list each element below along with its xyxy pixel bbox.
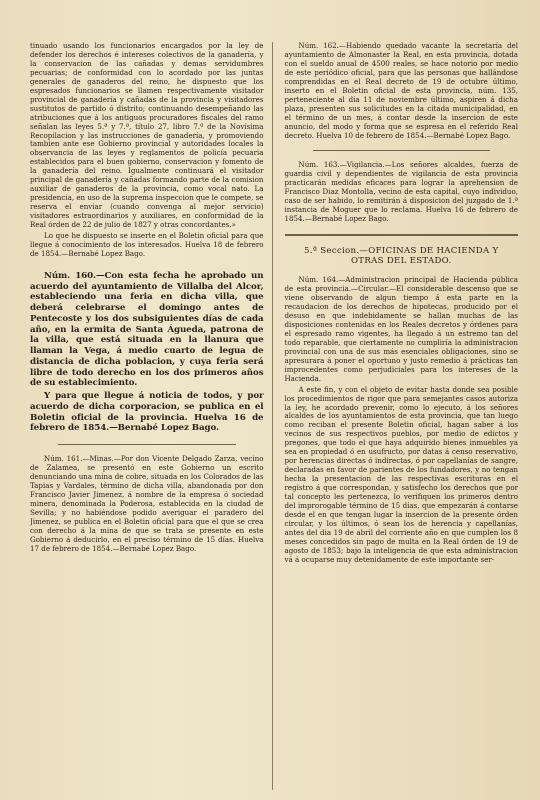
- continued-paragraph: tinuado usando los funcionarios encargados por la ley de defender los derechos é intereses colectivos de la ganadería, y la conservacion de las cañadas y demas servidumbres pecuarias; de conformidad con lo acordado por las juntas generales de ganaderos del reino, he dispuesto que los espresados funcionarios se llamen respectivamente visitador provincial de ganadería y cañadas de la provincia y visitadores sustitutos de partido ó distrito; continuando desempeñando las atribuciones que á los antiguos procuradores fiscales del ramo señalan las leyes 5.ª y 7.ª, título 27, libro 7.º de la Novísima Recopilacion y las instrucciones de ganadería, y promoviendo tambien ante ese Gobierno provincial y autoridades locales la observancia de las leyes y reglamentos de policía pecuaria establecidos para el buen gobierno, conservacion y fomento de la ganadería del reino. Igualmente continuará el visitador principal de ganadería y cañadas formando parte de la comision auxiliar de ganaderos de la provincia, como vocal nato. La presidencia, en uso de la suprema inspeccion que le compete, se reserva el enviar (cuando convenga al mejor servicio) visitadores estraordinarios y auxiliares, en conformidad de la Real órden de 22 de julio de 1827 y otras concordantes.»: [30, 42, 264, 230]
- publication-order-paragraph: Lo que he dispuesto se inserte en el Boletin oficial para que llegue á conocimiento de los interesados. Huelva 18 de febrero de 1854.—Bernabé Lopez Bago.: [30, 231, 264, 258]
- notice-164: Núm. 164.—Administracion principal de Hacienda pública de esta provincia.—Circular.—El considerable descenso que se viene observando de algun tiempo á esta parte en la recaudacion de los derechos de hipotecas, producido por el desuso en que indebidamente se hallan muchas de las disposiciones contenidas en los Reales decretos y órdenes para el espresado ramo vigentes, ha llegado á un estremo tan del todo reparable, que ciertamente no cumpliría la administracion provincial con una de sus más esenciales obligaciones, sino se apresurara á poner el oportuno y justo remedio á prácticas tan improcedentes como perjudiciales para los intereses de la Hacienda.: [284, 275, 518, 383]
- left-column: [30, 42, 273, 790]
- two-column-layout: [30, 42, 518, 790]
- right-column: [283, 42, 519, 790]
- notice-162: Núm. 162.—Habiendo quedado vacante la secretaría del ayuntamiento de Almonaster la Real, en esta provincia, dotada con el sueldo anual de 4500 reales, se hace notorio por medio de este periódico oficial, para que las personas que hallándose comprendidas en el Real decreto de 19 de octubre último, inserto en el Boletin oficial de esta provincia, núm. 135, perteneciente al dia 11 de noviembre último, aspiren á dicha plaza, presenten sus solicitudes en la citada municipalidad, en el término de un mes, á contar desde la insercion de este anuncio, del modo y forma que se espresa en el referido Real decreto. Huelva 10 de febrero de 1854.—Bernabé Lopez Bago.: [284, 42, 518, 140]
- section-heading-line-2: OTRAS DEL ESTADO.: [350, 256, 452, 267]
- notice-160-body: Núm. 160.—Con esta fecha he aprobado un acuerdo del ayuntamiento de Villalba del Alcor, estableciendo una feria en dicha villa, que deberá celebrarse el domingo antes de Pentecoste y los dos subsiguientes días de cada año, en la ermita de Santa Águeda, patrona de la villa, que está situada en la llanura que llaman la Vega, á medio cuarto de legua de distancia de dicha poblacion, y cuya feria será libre de todo derecho en los dos primeros años de su establecimiento.: [30, 270, 264, 389]
- notice-161: Núm. 161.—Minas.—Por don Vicente Delgado Zarza, vecino de Zalamea, se presentó en este Gobierno un escrito denunciando una mina de cobre, situada en los Colorados de las Tapias y Vardales, término de dicha villa, abandonada por don Francisco Javier Jimenez, á nombre de la empresa ó sociedad minera, denominada la Poderosa, establecida en la ciudad de Sevilla; y no habiéndose podido averiguar el paradero del Jimenez, se publica en el Boletin oficial para que el que se crea con derecho á la mina de que se trata se presente en este Gobierno á deducirlo, en el preciso término de 15 días. Huelva 17 de febrero de 1854.—Bernabé Lopez Bago.: [30, 454, 264, 553]
- notice-164-continued: A este fin, y con el objeto de evitar hasta donde sea posible los procedimientos de rigor que para semejantes casos autoriza la ley, he acordado prevenir, como lo ejecuto, á los señores alcaldes de los ayuntamientos de esta provincia, que tan luego como reciban el presente Boletin oficial, hagan saber á los vecinos de sus respectivos pueblos, por medio de edictos y pregones, que todo el que haya adquirido bienes inmuebles ya sea en propiedad ó en usufructo, por datas á censo reservativo, por herencias directas ó indirectas, ó por capellanías de sangre, declaradas en favor de parientes de los fundadores, y no tengan hecha la presentacion de las respectivas escrituras en el registro á que correspondan, y satisfecho los derechos que por tal concepto les pertenezca, lo verifiquen los primeros dentro del improrogable término de 15 días, que empezarán á contarse desde el en que tengan lugar la insercion de la presente órden circular, y los últimos, ó sean los de herencia y capellanías, antes del dia 19 de abril del corriente año en que cumplen los 8 meses concedidos sin pago de multa en la Real órden de 19 de agosto de 1853; bajo la inteligencia de que esta administracion vá á ocuparse muy detenidamente de este importante ser-: [284, 384, 518, 564]
- notice-163: Núm. 163.—Vigilancia.—Los señores alcaldes, fuerza de guardia civil y dependientes de vigilancia de esta provincia practicarán medidas eficaces para lograr la aprehension de Francisco Diaz Montolla, vecino de esta capital, cuyo individuo, caso de ser habido, lo remitirán á disposicion del juzgado de 1.ª instancia de Moguer que lo reclama. Huelva 16 de febrero de 1854.—Bernabé Lopez Bago.: [284, 160, 518, 224]
- section-heading: [285, 246, 519, 266]
- divider: [58, 444, 236, 445]
- notice-160: [30, 271, 264, 434]
- section-divider: [285, 234, 519, 236]
- section-heading-line-1: 5.ª Seccion.—OFICINAS DE HACIENDA Y: [304, 246, 499, 257]
- divider: [313, 150, 491, 151]
- notice-160-closing: Y para que llegue á noticia de todos, y por acuerdo de dicha corporacion, se publica en el Boletin oficial de la provincia. Huelva 16 de febrero de 1854.—Bernabé Lopez Bago.: [30, 391, 264, 434]
